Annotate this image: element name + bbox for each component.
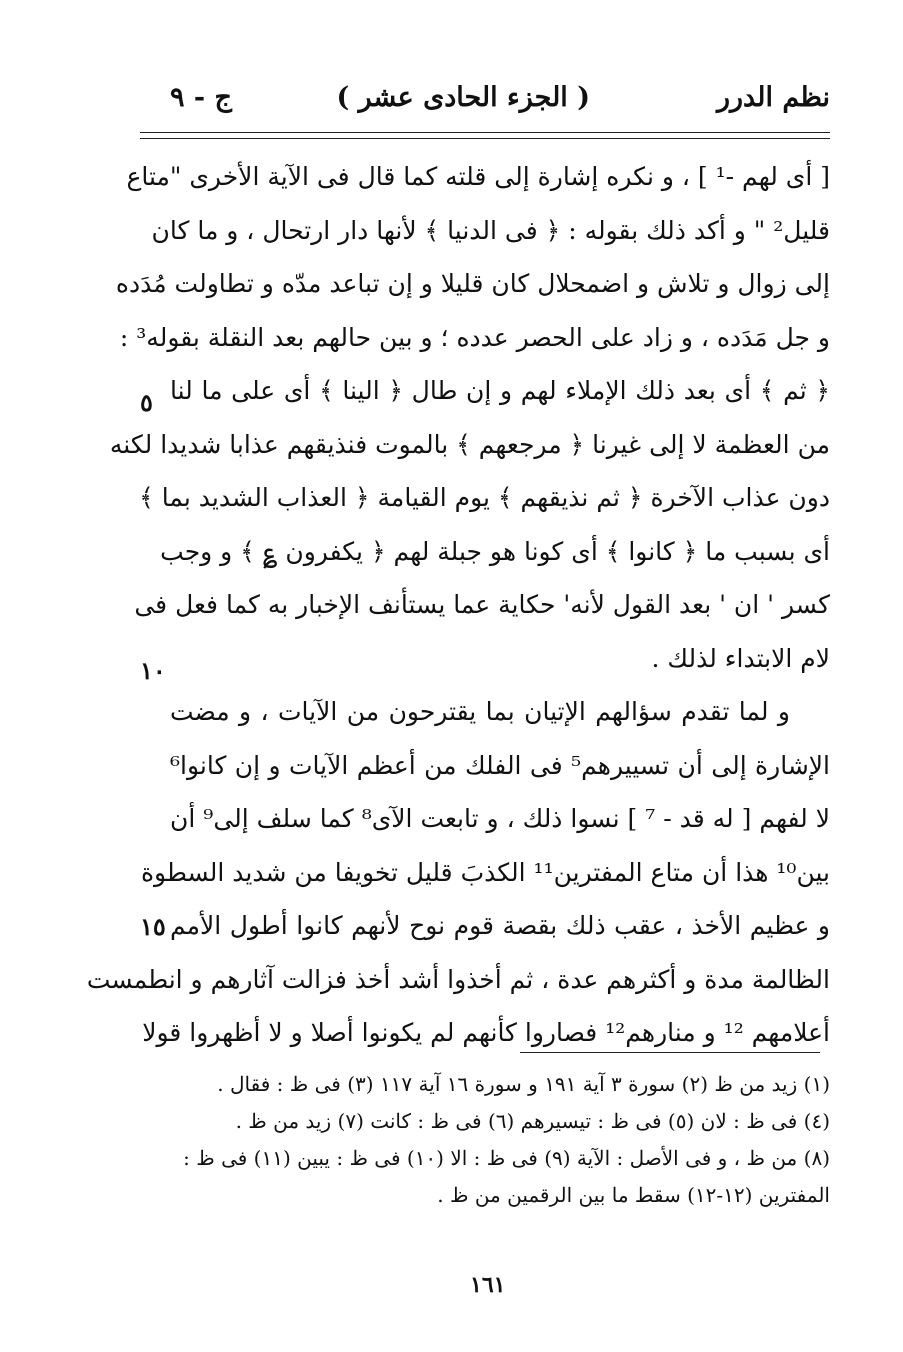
part-title: ( الجزء الحادى عشر ) — [336, 82, 590, 113]
line-number-5: ٥ — [140, 388, 153, 417]
text-line: قليل² " و أكد ذلك بقوله : ﴿ فى الدنيا ﴾ لأنها دار ارتحال ، و ما كان — [151, 215, 830, 245]
header-rule-second — [140, 138, 830, 139]
page-header — [140, 82, 830, 126]
text-line: إلى زوال و تلاش و اضمحلال كان قليلا و إن تباعد مدّه و تطاولت مُدَده — [115, 269, 830, 298]
book-title: نظم الدرر — [716, 82, 830, 113]
text-line: لا لفهم [ له قد - ⁷ ] نسوا ذلك ، و تابعت الآى⁸ كما سلف إلى⁹ أن — [170, 804, 830, 833]
text-line: الإشارة إلى أن تسييرهم⁵ فى الفلك من أعظم الآيات و إن كانوا⁶ — [170, 750, 830, 780]
line-number-10: ١٠ — [140, 656, 166, 685]
text-line: الظالمة مدة و أكثرهم عدة ، ثم أخذوا أشد أخذ فزالت آثارهم و انطمست — [86, 964, 830, 994]
text-line: لام الابتداء لذلك . — [651, 643, 830, 673]
text-line: بين¹⁰ هذا أن متاع المفترين¹¹ الكذبَ قليل تخويفا من شديد السطوة — [140, 857, 830, 887]
text-line: من العظمة لا إلى غيرنا ﴿ مرجعهم ﴾ بالموت فنذيقهم عذابا شديدا لكنه — [109, 429, 830, 459]
footnote-rule — [520, 1052, 820, 1053]
footnote-line: المفترين (١٢-١٢) سقط ما بين الرقمين من ظ . — [437, 1183, 830, 1207]
line-number-15: ١٥ — [140, 912, 166, 941]
text-line: و جل مَدَده ، و زاد على الحصر عدده ؛ و بين حالهم بعد النقلة بقوله³ : — [119, 322, 830, 352]
text-line: كسر ' ان ' بعد القول لأنه' حكاية عما يستأنف الإخبار به كما فعل فى — [134, 590, 830, 619]
text-line: أى بسبب ما ﴿ كانوا ﴾ أى كونا هو جبلة لهم ﴿ يكفرون ؏ ﴾ و وجب — [160, 536, 830, 566]
footnotes — [160, 1066, 830, 1214]
header-rule — [140, 132, 830, 133]
text-line: ﴿ ثم ﴾ أى بعد ذلك الإملاء لهم و إن طال ﴿ الينا ﴾ أى على ما لنا — [170, 376, 830, 405]
text-line: و لما تقدم سؤالهم الإتيان بما يقترحون من الآيات ، و مضت — [170, 697, 790, 726]
footnote-line: (٤) فى ظ : لان (٥) فى ظ : تيسيرهم (٦) فى ظ : كانت (٧) زيد من ظ . — [235, 1109, 830, 1133]
footnote-line: (٨) من ظ ، و فى الأصل : الآية (٩) فى ظ : الا (١٠) فى ظ : يبين (١١) فى ظ : — [183, 1146, 830, 1170]
text-line: أعلامهم ¹² و منارهم¹² فصاروا كأنهم لم يكونوا أصلا و لا أظهروا قولا — [142, 1018, 830, 1047]
text-line: [ أى لهم -¹ ] ، و نكره إشارة إلى قلته كما قال فى الآية الأخرى "متاع — [126, 162, 830, 191]
volume-label: ج - ٩ — [170, 82, 232, 113]
text-line: دون عذاب الآخرة ﴿ ثم نذيقهم ﴾ يوم القيامة ﴿ العذاب الشديد بما ﴾ — [139, 483, 830, 512]
page-number: ١٦١ — [470, 1272, 506, 1298]
text-line: و عظيم الأخذ ، عقب ذلك بقصة قوم نوح لأنهم كانوا أطول الأمم — [170, 911, 830, 940]
footnote-line: (١) زيد من ظ (٢) سورة ٣ آية ١٩١ و سورة ١٦ آية ١١٧ (٣) فى ظ : فقال . — [217, 1072, 830, 1096]
